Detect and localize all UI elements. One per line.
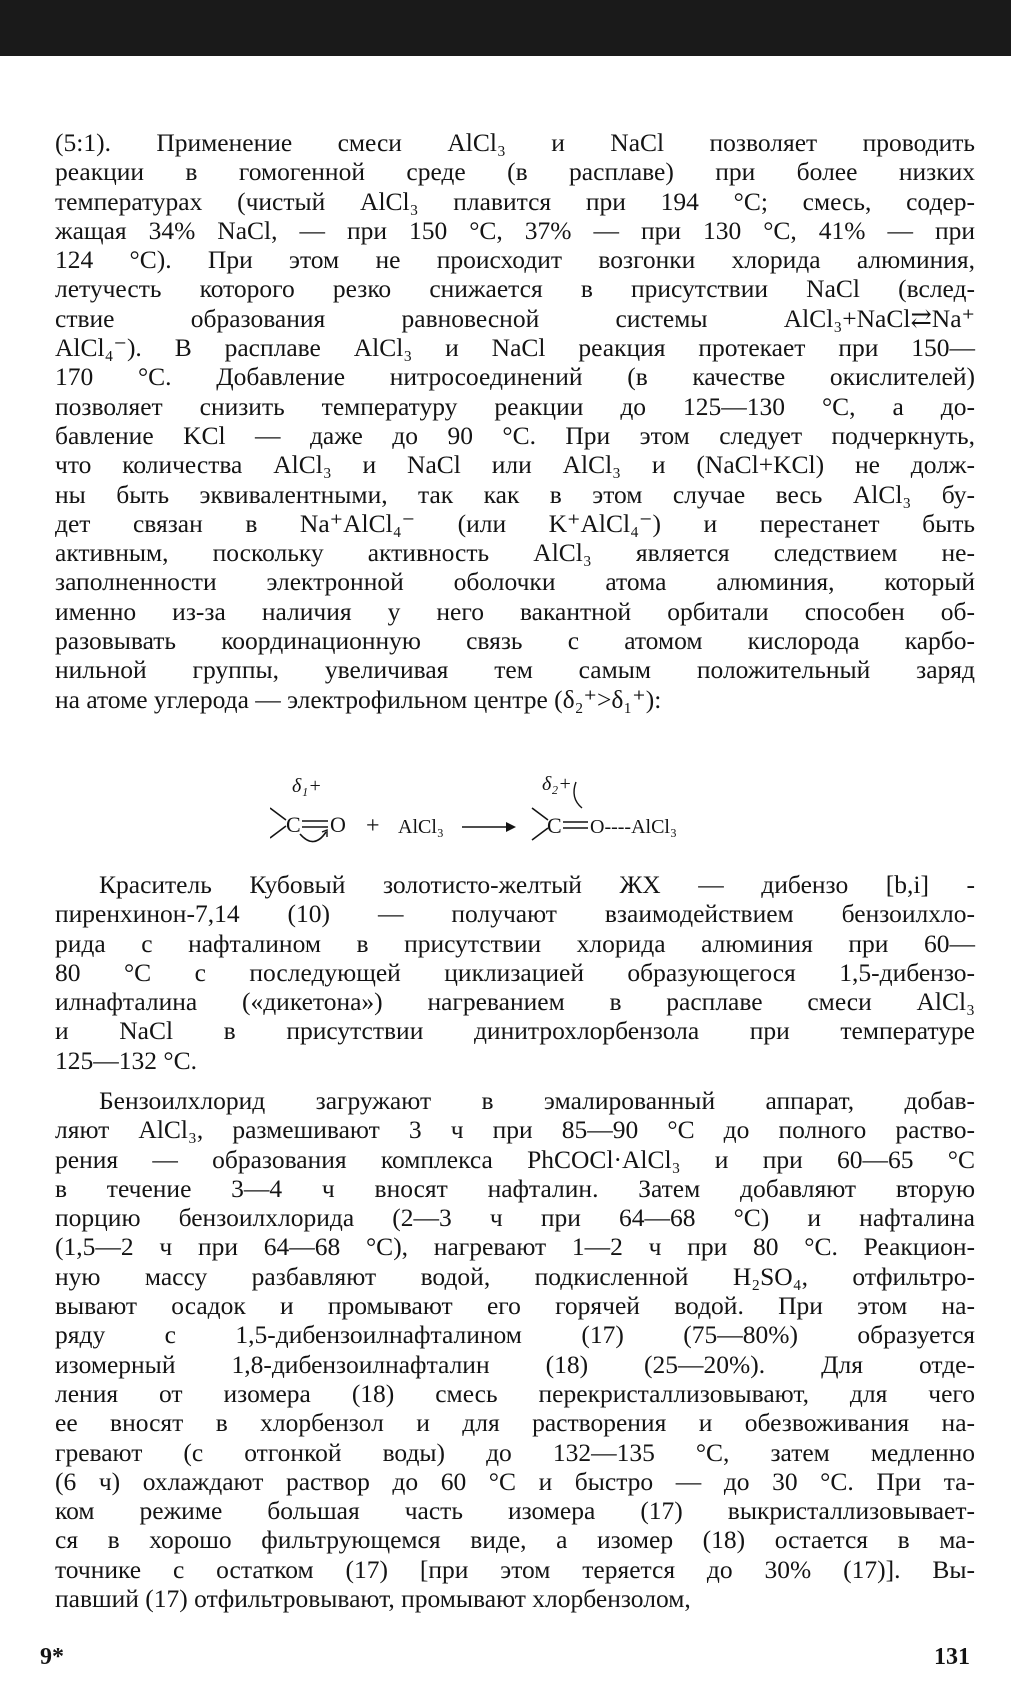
text-line: рения — образования комплекса PhCOCl·AlCl₃ и при 60—65 °C [55, 1144, 975, 1174]
text-line: порцию бензоилхлорида (2—3 ч при 64—68 °C) и нафталина [55, 1203, 975, 1233]
text-line: ее вносят в хлорбензол и для растворения и обезвоживания на- [55, 1408, 975, 1438]
oxygen-left: O [330, 812, 346, 837]
delta1-label: δ₁+ [292, 775, 322, 797]
text-line: дет связан в Na⁺AlCl₄⁻ (или K⁺AlCl₄⁻) и перестанет быть [55, 508, 975, 538]
text-line: 170 °C. Добавление нитросоединений (в качестве окислителей) [55, 362, 975, 392]
carbon-left: C [286, 812, 301, 837]
text-line: изомерный 1,8-дибензоилнафталин (18) (25—20%). Для отде- [55, 1349, 975, 1379]
text-line: ную массу разбавляют водой, подкисленной H₂SO₄, отфильтро- [55, 1261, 975, 1291]
text-line: (6 ч) охлаждают раствор до 60 °C и быстро — до 30 °C. При та- [55, 1466, 975, 1496]
scan-top-bar [0, 0, 1011, 56]
text-line: что количества AlCl₃ и NaCl или AlCl₃ и (NaCl+KCl) не долж- [55, 450, 975, 480]
product-tail: O----AlCl₃ [590, 816, 677, 838]
text-line: ряду с 1,5-дибензоилнафталином (17) (75—80%) образуется [55, 1320, 975, 1350]
text-line: жащая 34% NaCl, — при 150 °C, 37% — при 130 °C, 41% — при [55, 215, 975, 245]
carbon-right: C [547, 813, 562, 838]
text-line: Бензоилхлорид загружают в эмалированный аппарат, добав- [99, 1086, 975, 1115]
text-line: ся в хорошо фильтрующемся виде, а изомер (18) остается в ма- [55, 1525, 975, 1555]
text-line: пиренхинон-7,14 (10) — получают взаимодействием бензоилхло- [55, 899, 975, 929]
text-line: 125—132 °C. [55, 1045, 197, 1075]
text-line: 124 °C). При этом не происходит возгонки хлорида алюминия, [55, 245, 975, 275]
page-number: 131 [934, 1644, 970, 1670]
text-line: Краситель Кубовый золотисто-желтый ЖХ — дибензо [b,i] - [99, 870, 975, 899]
paragraph-procedure [55, 1086, 975, 1613]
text-line: (5:1). Применение смеси AlCl₃ и NaCl позволяет проводить [55, 128, 975, 157]
signature-mark: 9* [40, 1644, 64, 1670]
text-line: вывают осадок и промывают его горячей водой. При этом на- [55, 1291, 975, 1321]
text-line: рида с нафталином в присутствии хлорида алюминия при 60— [55, 928, 975, 958]
text-line: заполненности электронной оболочки атома алюминия, который [55, 567, 975, 597]
plus-sign: + [366, 813, 380, 839]
text-line: павший (17) отфильтровывают, промывают хлорбензолом, [55, 1584, 691, 1614]
text-line: в течение 3—4 ч вносят нафталин. Затем добавляют вторую [55, 1173, 975, 1203]
text-line: именно из-за наличия у него вакантной орбитали способен об- [55, 596, 975, 626]
text-line: (1,5—2 ч при 64—68 °C), нагревают 1—2 ч при 80 °C. Реакцион- [55, 1232, 975, 1262]
text-line: летучесть которого резко снижается в присутствии NaCl (вслед- [55, 274, 975, 304]
reaction-scheme [270, 770, 830, 860]
text-line: ствие образования равновесной системы AlCl₃+NaCl⇄Na⁺ [55, 303, 975, 333]
text-line: разовывать координационную связь с атомом кислорода карбо- [55, 626, 975, 656]
text-line: гревают (с отгонкой воды) до 132—135 °C, затем медленно [55, 1437, 975, 1467]
text-line: активным, поскольку активность AlCl₃ является следствием не- [55, 538, 975, 568]
text-line: ления от изомера (18) смесь перекристаллизовывают, для чего [55, 1378, 975, 1408]
paragraph-dye-description [55, 870, 975, 1075]
text-line: позволяет снизить температуру реакции до 125—130 °C, а до- [55, 391, 975, 421]
delta2-label: δ₂+ [542, 773, 572, 795]
text-line: точнике с остатком (17) [при этом теряется до 30% (17)]. Вы- [55, 1554, 975, 1584]
text-line: илнафталина («дикетона») нагреванием в расплаве смеси AlCl₃ [55, 987, 975, 1017]
text-line: ны быть эквивалентными, так как в этом случае весь AlCl₃ бу- [55, 479, 975, 509]
text-line: 80 °C с последующей циклизацией образующегося 1,5-дибензо- [55, 957, 975, 987]
reagent-alcl3: AlCl₃ [398, 816, 444, 838]
text-line: нильной группы, увеличивая тем самым положительный заряд [55, 655, 975, 685]
text-line: и NaCl в присутствии динитрохлорбензола при температуре [55, 1016, 975, 1046]
text-line: AlCl₄⁻). В расплаве AlCl₃ и NaCl реакция протекает при 150— [55, 333, 975, 363]
page-footer [40, 1644, 970, 1680]
text-line: реакции в гомогенной среде (в расплаве) при более низких [55, 157, 975, 187]
text-line: на атоме углерода — электрофильном центре (δ₂⁺>δ₁⁺): [55, 684, 662, 714]
text-line: температурах (чистый AlCl₃ плавится при 194 °C; смесь, содер- [55, 186, 975, 216]
text-line: ляют AlCl₃, размешивают 3 ч при 85—90 °C до полного раство- [55, 1115, 975, 1145]
text-line: ком режиме большая часть изомера (17) выкристаллизовывает- [55, 1496, 975, 1526]
text-line: бавление KCl — даже до 90 °C. При этом следует подчеркнуть, [55, 420, 975, 450]
paragraph-aluminum-chloride [55, 128, 975, 714]
